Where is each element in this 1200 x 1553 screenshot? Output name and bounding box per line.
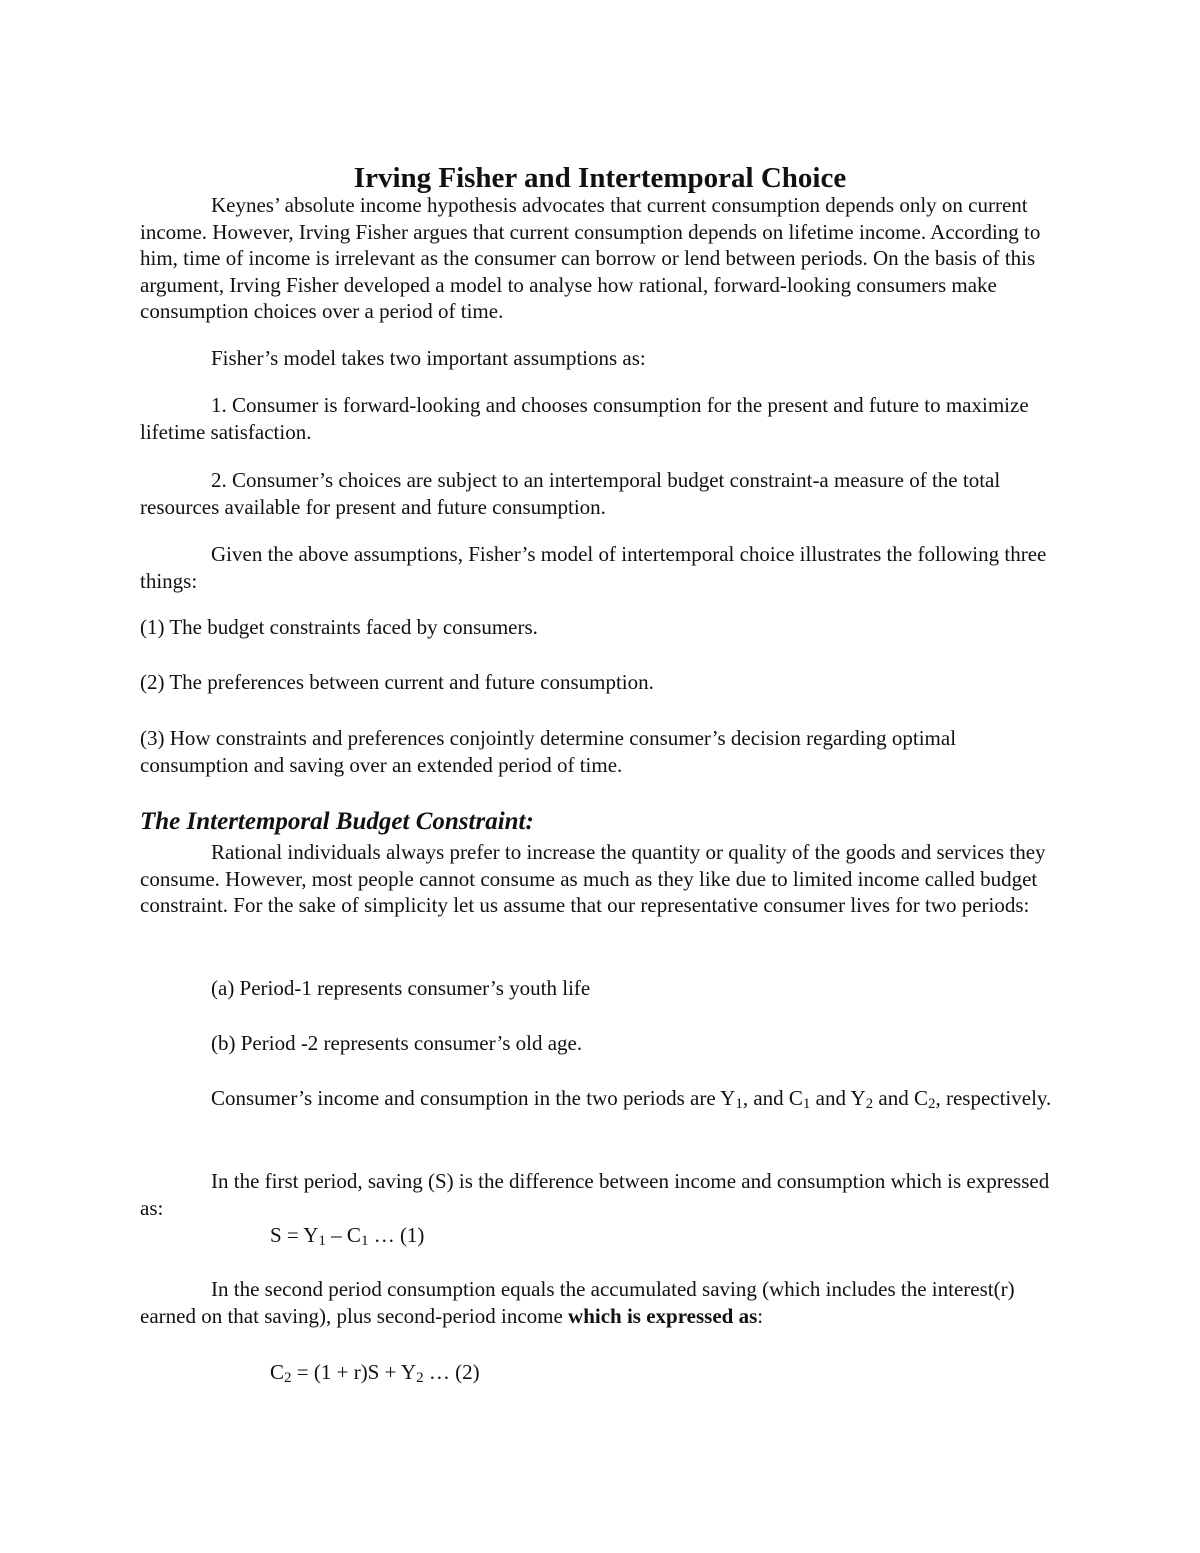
period-b: (b) Period -2 represents consumer’s old age.	[211, 1031, 583, 1055]
eq2-sub-1: 2	[284, 1370, 292, 1386]
eq2-part-c: … (2)	[423, 1360, 480, 1384]
point-2: (2) The preferences between current and future consumption.	[140, 670, 654, 694]
eq1-part-a: S = Y	[270, 1223, 319, 1247]
given-paragraph: Given the above assumptions, Fisher’s model of intertemporal choice illustrates the following three things:	[140, 542, 1047, 593]
eq1-sub-1: 1	[318, 1233, 326, 1249]
intro-paragraph: Keynes’ absolute income hypothesis advocates that current consumption depends only on current income. However, Irving Fisher argues that current consumption depends on lifetime income. According to him, time of income is irrelevant as the consumer can borrow or lend between periods. On the basis of this argument, Irving Fisher developed a model to analyse how rational, forward-looking consumers make consumption choices over a period of time.	[140, 193, 1041, 323]
eq1-part-c: … (1)	[368, 1223, 425, 1247]
period-a: (a) Period-1 represents consumer’s youth life	[211, 976, 591, 1000]
second-period-text: In the second period consumption equals the accumulated saving (which includes the interest(r) earned on that saving), plus second-period income	[140, 1277, 1015, 1328]
income-sub-3: 2	[865, 1096, 874, 1112]
income-text-4: and C	[873, 1086, 928, 1110]
point-3: (3) How constraints and preferences conjointly determine consumer’s decision regarding optimal consumption and saving over an extended period of time.	[140, 726, 957, 777]
eq2-sub-2: 2	[416, 1370, 424, 1386]
income-text-3: and Y	[810, 1086, 866, 1110]
page-title: Irving Fisher and Intertemporal Choice	[353, 162, 847, 195]
equation-1	[270, 1221, 424, 1249]
first-period-paragraph: In the first period, saving (S) is the difference between income and consumption which is expressed as:	[140, 1169, 1050, 1220]
income-paragraph	[140, 1085, 1065, 1112]
eq2-part-b: = (1 + r)S + Y	[291, 1360, 417, 1384]
rational-paragraph: Rational individuals always prefer to increase the quantity or quality of the goods and services they consume. However, most people cannot consume as much as they like due to limited income called budget constraint. For the sake of simplicity let us assume that our representative consumer lives for two periods:	[140, 840, 1046, 917]
second-period-end: :	[757, 1303, 764, 1328]
income-sub-2: 1	[802, 1096, 811, 1112]
section-heading: The Intertemporal Budget Constraint:	[140, 808, 534, 835]
income-text-2: , and C	[742, 1086, 803, 1110]
equation-2	[270, 1358, 480, 1386]
income-sub-4: 2	[927, 1096, 936, 1112]
eq1-sub-2: 1	[360, 1233, 369, 1249]
eq2-part-a: C	[270, 1360, 285, 1384]
assumption-2: 2. Consumer’s choices are subject to an intertemporal budget constraint-a measure of the total resources available for present and future consumption.	[140, 468, 1001, 519]
assumptions-intro: Fisher’s model takes two important assumptions as:	[211, 346, 646, 370]
point-1: (1) The budget constraints faced by consumers.	[140, 615, 538, 639]
second-period-paragraph	[140, 1276, 1065, 1329]
second-period-bold: which is expressed as	[568, 1303, 758, 1328]
income-text-1: Consumer’s income and consumption in the two periods are Y	[211, 1086, 736, 1110]
eq1-part-b: – C	[325, 1223, 361, 1247]
assumption-1: 1. Consumer is forward-looking and chooses consumption for the present and future to maximize lifetime satisfaction.	[140, 393, 1029, 444]
income-sub-1: 1	[735, 1096, 743, 1112]
income-text-5: , respectively.	[935, 1086, 1052, 1110]
